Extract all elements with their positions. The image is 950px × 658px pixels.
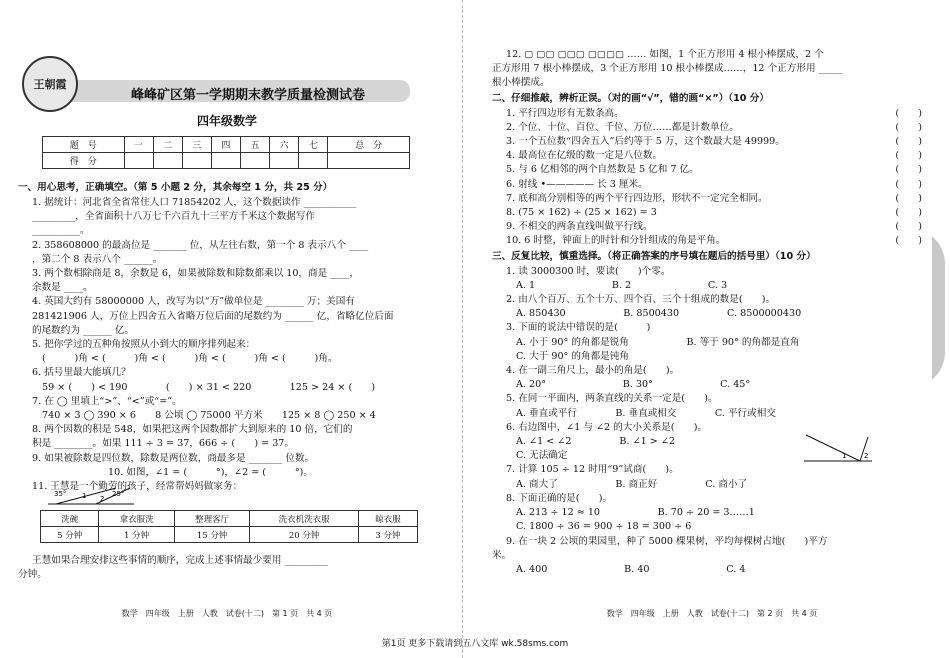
chore-time: 5 分钟 bbox=[41, 527, 99, 543]
judge-item bbox=[492, 163, 932, 177]
question-line: 根小棒摆成。 bbox=[492, 77, 550, 89]
choice-line: 8. 下面正确的是( )。 bbox=[506, 492, 613, 504]
question-line: 740 × 3 ◯ 390 × 6 8 公顷 ◯ 75000 平方米 125 × 8 ◯ 250 × 4 bbox=[42, 410, 376, 422]
page-footer-right: 数学 四年级 上册 人教 试卷(十二) 第 2 页 共 4 页 bbox=[606, 609, 818, 618]
question-line: 11. 王慧是一个勤劳的孩子，经常帮妈妈做家务： bbox=[32, 481, 243, 493]
question-line: 12. ▢ ▢▢ ▢▢▢ ▢▢▢▢ …… 如图，1 个正方形用 4 根小棒摆成，2 个 bbox=[506, 49, 824, 60]
choice-line: 5. 在同一平面内，两条直线的关系一定是( )。 bbox=[506, 393, 718, 405]
answer-paren[interactable]: ( ) bbox=[895, 178, 922, 190]
score-table bbox=[42, 136, 410, 169]
answer-paren[interactable]: ( ) bbox=[895, 235, 922, 247]
choice-line: 米。 bbox=[492, 549, 512, 561]
judge-text: 7. 底和高分别相等的两个平行四边形，形状不一定完全相同。 bbox=[506, 192, 768, 204]
judge-item bbox=[492, 220, 932, 234]
answer-paren[interactable]: ( ) bbox=[895, 150, 922, 162]
angle-figure-q6 bbox=[802, 431, 874, 467]
chore-time: 20 分钟 bbox=[250, 527, 358, 543]
choice-options: A. 小于 90° 的角都是锐角 B. 等于 90° 的角都是直角 bbox=[516, 336, 800, 348]
score-header-row bbox=[43, 137, 410, 153]
question-line: 281421906 人，万位上四舍五入省略万位后面的尾数约为 ______ 亿，省略亿位后面 bbox=[32, 310, 394, 322]
section-1-heading: 一、用心思考，正确填空。（第 5 小题 2 分，其余每空 1 分，共 25 分） bbox=[18, 182, 333, 193]
chore-time: 3 分钟 bbox=[358, 527, 417, 543]
chores-time-row bbox=[41, 527, 418, 543]
score-cell: 得 分 bbox=[43, 153, 125, 169]
choice-line: 6. 右边图中，∠1 与 ∠2 的大小关系是( )。 bbox=[506, 421, 708, 433]
question-line: 积是 ________。如果 111 ÷ 3 = 37，666 ÷ ( ) = 37。 bbox=[32, 438, 294, 450]
question-line: 2. 358608000 的最高位是 _______ 位，从左往右数，第一个 8 表示八个 ____ bbox=[32, 239, 369, 251]
logo-text: 王朝霞 bbox=[33, 78, 67, 91]
score-input-cell[interactable] bbox=[182, 153, 211, 169]
page-divider bbox=[462, 0, 463, 658]
judge-text: 4. 最高位在亿级的数一定是八位数。 bbox=[506, 150, 663, 162]
judge-item bbox=[492, 121, 932, 135]
chore-name: 整理客厅 bbox=[174, 511, 250, 527]
chore-name: 晾衣服 bbox=[358, 511, 417, 527]
choice-options: A. 20° B. 30° C. 45° bbox=[516, 379, 751, 391]
choice-line: 1. 读 3000300 时，要读( )个零。 bbox=[506, 265, 671, 277]
question-line: 6. 括号里最大能填几？ bbox=[32, 367, 131, 379]
choice-options: A. ∠1 < ∠2 B. ∠1 > ∠2 bbox=[516, 436, 675, 448]
answer-paren[interactable]: ( ) bbox=[895, 121, 922, 133]
judge-text: 8. (75 × 162) ÷ (25 × 162) = 3 bbox=[506, 207, 657, 219]
choice-options: C. 1800 ÷ 36 = 900 ÷ 18 = 300 ÷ 6 bbox=[516, 521, 692, 533]
question-line: 5. 把你学过的五种角按照从小到大的顺序排列起来： bbox=[32, 339, 256, 351]
fig-label: 1 bbox=[82, 492, 87, 500]
fig-label: 1 bbox=[842, 452, 847, 460]
choice-line: 9. 在一块 2 公顷的果园里，种了 5000 棵果树，平均每棵树占地( )平方 bbox=[506, 535, 828, 547]
score-cell: 一 bbox=[124, 137, 153, 153]
answer-paren[interactable]: ( ) bbox=[895, 207, 922, 219]
answer-paren[interactable]: ( ) bbox=[895, 136, 922, 148]
question-line: 10. 如图，∠1 = ( °)，∠2 = ( °)。 bbox=[108, 466, 313, 478]
fig-label: 2 bbox=[864, 452, 869, 460]
choice-options: A. 400 B. 40 C. 4 bbox=[516, 563, 746, 575]
exam-title: 峰峰矿区第一学期期末教学质量检测试卷 bbox=[130, 88, 365, 103]
question-line: 4. 英国大约有 58000000 人，改写为以“万”做单位是 ________ 万；美国有 bbox=[32, 296, 355, 308]
judge-text: 3. 一个五位数“四舍五入”后约等于 5 万，这个数最大是 49999。 bbox=[506, 136, 785, 148]
chore-time: 15 分钟 bbox=[174, 527, 250, 543]
chore-time: 1 分钟 bbox=[99, 527, 175, 543]
judge-text: 1. 平行四边形有无数条高。 bbox=[506, 107, 624, 119]
answer-paren[interactable]: ( ) bbox=[895, 192, 922, 204]
fig-label: 2 bbox=[100, 495, 105, 503]
section-3-heading: 三、反复比较，慎重选择。（将正确答案的序号填在题后的括号里）（10 分） bbox=[492, 250, 816, 262]
left-page bbox=[18, 14, 436, 618]
question-line: 王慧如果合理安排这些事情的顺序，完成上述事情最少要用 _________ bbox=[32, 555, 328, 566]
judge-item bbox=[492, 149, 932, 163]
score-input-cell[interactable] bbox=[328, 153, 410, 169]
question-line: 59 × ( ) < 190 ( ) × 31 < 220 125 > 24 × ( ) bbox=[42, 381, 376, 393]
answer-paren[interactable]: ( ) bbox=[895, 221, 922, 233]
question-line: 正方形用 7 根小棒摆成，3 个正方形用 10 根小棒摆成……，12 个正方形用 _____ bbox=[492, 63, 843, 75]
judge-item bbox=[492, 178, 932, 192]
judge-item bbox=[492, 192, 932, 206]
logo-seal bbox=[22, 56, 78, 112]
answer-paren[interactable]: ( ) bbox=[895, 107, 922, 119]
score-input-cell[interactable] bbox=[124, 153, 153, 169]
choice-options: A. 垂直或平行 B. 垂直或相交 C. 平行或相交 bbox=[516, 407, 776, 419]
chores-header-row bbox=[41, 511, 418, 527]
score-cell: 三 bbox=[182, 137, 211, 153]
download-note: 第1页 更多下载请到五八文库 wk.58sms.com bbox=[381, 639, 569, 649]
chore-name: 拿衣服洗 bbox=[99, 511, 175, 527]
question-line: 3. 两个数相除商是 8，余数是 6，如果被除数和除数都乘以 10，商是 ____， bbox=[32, 268, 360, 280]
choice-options: A. 850430 B. 8500430 C. 8500000430 bbox=[516, 308, 802, 320]
judge-item bbox=[492, 135, 932, 149]
score-value-row bbox=[43, 153, 410, 169]
judge-text: 6. 射线 •————— 长 3 厘米。 bbox=[506, 178, 648, 190]
choice-options: A. 1 B. 2 C. 3 bbox=[516, 279, 728, 291]
score-input-cell[interactable] bbox=[211, 153, 240, 169]
score-cell: 六 bbox=[270, 137, 299, 153]
choice-line: 3. 下面的说法中错误的是( ) bbox=[506, 322, 651, 334]
judge-item bbox=[492, 234, 932, 248]
question-line: 7. 在 ◯ 里填上“>”、“<”或“=”。 bbox=[32, 395, 182, 407]
angle-figure-q10 bbox=[46, 484, 136, 508]
score-cell: 四 bbox=[211, 137, 240, 153]
question-line: 1. 据统计：河北省全省常住人口 71854202 人，这个数据读作 ___________ bbox=[32, 197, 357, 208]
score-cell: 题 号 bbox=[43, 137, 125, 153]
exam-subtitle: 四年级数学 bbox=[196, 114, 257, 128]
question-line: 余数是 ____。 bbox=[32, 282, 93, 294]
score-input-cell[interactable] bbox=[241, 153, 270, 169]
choice-line: 7. 计算 105 ÷ 12 时用“9”试商( )。 bbox=[506, 464, 679, 476]
question-line: 的尾数约为 ______ 亿。 bbox=[32, 324, 135, 336]
question-line: 分钟。 bbox=[18, 569, 47, 581]
score-input-cell[interactable] bbox=[270, 153, 299, 169]
question-line: ，第二个 8 表示八个 ______。 bbox=[32, 253, 163, 265]
judge-item bbox=[492, 206, 932, 220]
choice-options: A. 商大了 B. 商正好 C. 商小了 bbox=[516, 478, 748, 490]
judge-text: 2. 个位、十位、百位、千位、万位……都是计数单位。 bbox=[506, 121, 739, 133]
fig-label: 25° bbox=[112, 490, 125, 498]
fig-label: 35° bbox=[54, 490, 67, 498]
choice-options: C. 大于 90° 的角都是钝角 bbox=[516, 350, 629, 362]
judge-item bbox=[492, 107, 932, 121]
choice-line: 4. 在一副三角尺上，最小的角是( )。 bbox=[506, 365, 680, 377]
score-input-cell[interactable] bbox=[299, 153, 328, 169]
question-line: _________，全省面积十八万七千六百九十三平方千米这个数据写作 bbox=[32, 211, 316, 223]
judge-text: 10. 6 时整，钟面上的时针和分针组成的角是平角。 bbox=[506, 235, 726, 247]
score-cell: 二 bbox=[153, 137, 182, 153]
score-input-cell[interactable] bbox=[153, 153, 182, 169]
score-cell: 七 bbox=[299, 137, 328, 153]
page-footer-left: 数学 四年级 上册 人教 试卷(十二) 第 1 页 共 4 页 bbox=[121, 609, 333, 618]
answer-paren[interactable]: ( ) bbox=[895, 164, 922, 176]
choice-line: 2. 由八个百万、五个十万、四个百、三个十组成的数是( )。 bbox=[506, 294, 776, 306]
judge-text: 9. 不相交的两条直线叫做平行线。 bbox=[506, 221, 653, 233]
judge-text: 5. 与 6 亿相邻的两个自然数是 5 亿和 7 亿。 bbox=[506, 164, 699, 176]
question-line: ( )角 < ( )角 < ( )角 < ( )角 < ( )角。 bbox=[42, 353, 338, 365]
chores-table bbox=[40, 510, 418, 543]
question-line: 9. 如果被除数是四位数，除数是两位数，商最多是 _______ 位数。 bbox=[32, 452, 315, 464]
chore-name: 洗碗 bbox=[41, 511, 99, 527]
choice-options: A. 213 ÷ 12 ≈ 10 B. 70 ÷ 20 = 3……1 bbox=[516, 507, 755, 519]
score-cell: 总 分 bbox=[328, 137, 410, 153]
score-cell: 五 bbox=[241, 137, 270, 153]
right-page bbox=[492, 14, 932, 618]
choice-options: C. 无法确定 bbox=[516, 450, 568, 462]
question-line: __________。 bbox=[32, 225, 90, 237]
chore-name: 洗衣机洗衣服 bbox=[250, 511, 358, 527]
question-line: 8. 两个因数的积是 548，如果把这两个因数都扩大到原来的 10 倍，它们的 bbox=[32, 424, 353, 436]
section-2-heading: 二、仔细推敲，辨析正误。（对的画“√”，错的画“×”）（10 分） bbox=[492, 92, 769, 104]
